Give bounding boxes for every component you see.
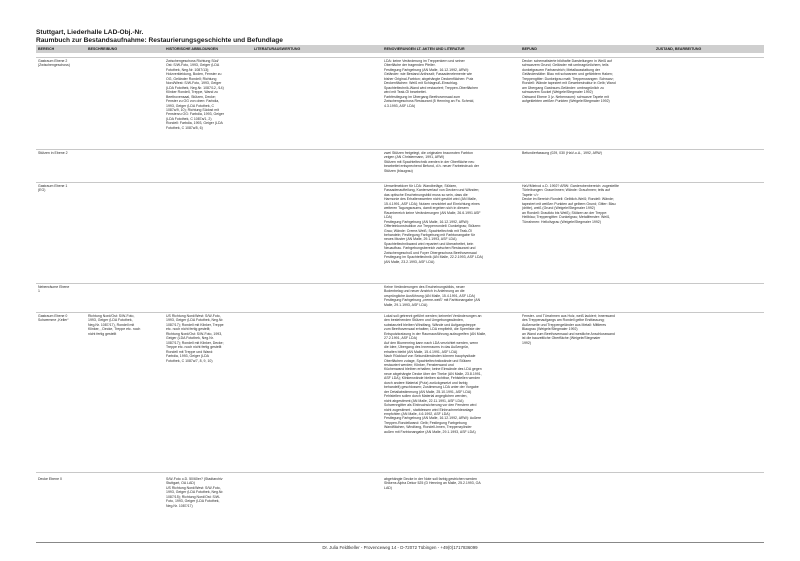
document-title-block	[36, 29, 764, 45]
header-befund: BEFUND	[522, 47, 537, 51]
cell-bereich: Stützen in Ebene 2	[38, 151, 68, 155]
cell-renovierungen: Umweltmeldcer für LDA: Wandbeläge, Stützen, Fassadenaufteilung, Kantenverlauf von Decken und Wänden; das optische Erscheinungsbild muss so sein, dass die Harmonie des Erhaltenswerten nicht gestört wird (AN Malle, 15.4.1991, ASF LDA); Nutzen verzichtet auf Einrichtung eines weiteren Tagungsraums, damit ergeben sich in diesem Raumbereich keine Veränderungen (AN Malle, 26.6.1991 ASF LDA) Festlegung Farbgebung (AN Malle, 16.12.1992, ARW): Offerteinkonstruktion zur Treppenrondell: Dunkelgrau; Stützen: Grau; Wände: Creme-Weiß; Spachteltechnik mit Teak-Öl behandeln; Festlegung Farbgebung mit Farbtonangabe für neues Muster (AN Malle, 29.1.1993, ASF LDA) Spachteltechnikwand wird repariert und überarbeitet, kein Neuaufbau. Farbgebungsbereich zwischen Restaurant und Zwischengeschoß und Foyer Obergeschoss Beethovensaal Festlegung im Spachteltechnik (AN Malle, 22.2.1993, ASF LDA) (AN Malle, 23.2.1993, ASF LDA)	[384, 184, 484, 264]
footer-rule	[36, 542, 764, 543]
cell-historische: S/W-Foto o.D. 50/60er? (Stadtarchiv Stuttgart, OA LAD) US Richtung Nord/West: S/W-Foto, 1993, Geiger (LDA Fotothek, Neg.Nr. 1087/15); Richtung Nord/Ost: S/W- Foto, 1993, Geiger (LDA Fotothek, Neg.Nr. 1087/17)	[166, 477, 224, 508]
cell-beschreibung: Richtung Nord/Ost: S/W-Foto, 1993, Geiger (LDA Fotothek, Neg.Nr. 1087/17), Rondell mit Klinker, , Decke, Treppe etc. noch nicht fertig gestellt	[88, 314, 141, 336]
cell-renovierungen: abgehängte Decke in der Note soll farbig gestrichen werden Shikens Alpha Dekor 525 (D Henning an Malle, 25.2.1993, OA LAD)	[384, 477, 481, 490]
row-separator	[36, 472, 764, 473]
cell-historische: Zwischengeschoss Richtung Süd/ Ost: S/W-Foto, 1993, Geiger (LDA Fotothek, Neg.Nr. 1087/13); Holzverkleidung, Boden, Fenster zu OG, Geländer Rondell; Richtung Nord/West: S/W-Foto, 1993, Geiger (LDA Fotothek, Neg.Nr. 1087/12, /14) Klinker Rondell, Treppe, Wand zu Beethovensaal, Stützen, Decke; Fenster zu OG von oben: Farbdia, 1993, Geiger (LDA Fotothek, C 1087a/9, 10); Richtung Südost mit Fensterzu OG: Farbdia, 1993, Geiger (LDA Fotothek, C 1087a/1, 2) Rondell: Farbdia, 1993, Geiger (LDA Fotothek, C 1087a/5, 6)	[166, 59, 224, 130]
header-historische-abbildungen: HISTORISCHE ABBILDUNGEN	[166, 47, 218, 51]
cell-befund: Decke: schematisierte bildhafte Darstellungen in Weiß auf schwarzem Grund; Geländer mit umbragrünlichem, teils dunkelgrauem Farbanstrich; Metallausstattung der Geländerstäbe: Blau mit schwarzen und gefärbtem Haken; Treppengitter: Dunkelgrau matt; Treppenwangen: Schwarz; Rondell: Wände tapeziert mit Gewebestruktur in Gelb; Wand am Übergang Gastraum-Geländer: umbragrünlich zu schwarzem Sockel (Weigele/Stegmaier 1992) Ostwand Ebene 3 (z. Nebenraum): schwarze Tapete mit aufgeklebten weißen Punkten (Weigele/Stegmaier 1992)	[522, 59, 616, 104]
row-separator	[36, 312, 764, 313]
header-renovierungen: RENOVIERUNGEN LT. AKTEN UND LITERATUR	[384, 47, 465, 51]
cell-bereich: Gastraum Ebene 0 Schwemme „Keller“	[38, 314, 69, 323]
cell-historische: US Richtung Nord/West: S/W-Foto, 1993, Geiger (LDA Fotothek, Neg.Nr. 1087/17); Rondell mit Klinker, Treppe etc. noch nicht fertig gestellt; Richtung Nord/Ost: S/W-Foto, 1993, Geiger (LDA Fotothek, Neg.Nr. 1087/17); Rondell mit Klinker, Decke; Treppe etc. noch nicht fertig gestellt Rondell mit Treppe und Wand: Farbdia, 1993, Geiger (LDA Fotothek, C 1087a/7, 8, 9, 10)	[166, 314, 224, 363]
row-separator	[36, 283, 764, 284]
cell-befund: Fenster- und Türrahmen aus Holz, weiß lackiert; Innenwand des Treppenaufgangs am Rondell gelbe Erstfassung; Außenseite und Treppengeländer aus Metall: Mittleres Blaugrau (Weigele/Stegmaier 1992) an Wand zum Beethovensaal und westliche Anschlusswand ist die bauzeitliche Oberfläche (Weigele/Stegmaier 1992)	[522, 314, 615, 345]
row-separator	[36, 57, 764, 58]
cell-befund: HaV/Mieirod o.D. 1992? ARW: Garderobenbereich: zugestellte Türleibungen: Graue/innen; Wände: Grau/innen; teils auf Tapete </> Decke im Bereich Rondell: Gelblich-Weiß; Rondell: Wände; tapeziert mit weißen Punkten auf gelbem Grund; Gitter: Blau (dritte), weiß (Grund (Weigele/Stegmaier 1992) an Rondell: Drautkto bis Weiß); Stützen an der Treppe: Heilblau; Treppengitter: Dunkelgrau; Metallfenster: Weiß, Türrahmen: Hellolivgrau (Weigele/Stegmaier 1992)	[522, 184, 619, 224]
cell-renovierungen: Lokal soll getrennt geführt werden; keinerlei Veränderungen an den bestehenden Stützen und Umgebungswänden, substanziell bleiben Windfang, Wände und Aufgangstreppe zum Beethovensaal erhalten; LDA empfiehlt, die Sperrliste der Entsputzkratzung in der Raumausführung aufzugreifen (AN Malle, 27.2.1991, ASF LDA) Auf den Blumenring kann nach LDA verzichtet werden, wenn die Idee, Übergang des Innenraums in das Außengrün, erhalten bleibt (AN Malle, 15.4.1991, ASF LDA) Nach Rücklauf von Sekundärwänden können bauphysikale Oberflächen zutage, Spachteltechnikwände und Stützen restauriert werden; Klinker, Fensterwand und Küchenwand bleiben erhalten; keine Einwände des LDA gegen neue abgehängte Decke über der Theke (AN Malle, 23.8.1991, ASF LDA); Klinkenwände bleiben sichtbar, Fehlstellen werden durch andere Material (Putz) zurückgesetzt und farbig behandelt) geschlossen; Zustimmung LDA unter der Vorgabe der Detailabstimmung (AN Malle, 25.10.1991, ASF LDA) Fehlstellen sollen durch Material angeglichen werden, nicht abgestimmt (AN Malle, 22.11.1991, ASF LDA) Schwenngitter als Einbruchsicherung vor den Fenstern wird nicht zugestimmt , stattdessen wird Einbruchmeldeanlage empfohlen (AN Malle, 4.6.1992, ASF LDA) Festlegung Farbgebung (AN Malle, 16.12.1992, ARW): äußere Treppen-Rondellwand: Gelb; Festlegung Farbgebung Wandflächen, Windfang, Rondell-Innen, Treppenzylinder außen mit Farbtonangabe (AN Malle, 29.1.1993, ASF LDA)	[384, 314, 487, 434]
cell-bereich: Nebenräume Ebene 1	[38, 285, 70, 294]
row-separator	[36, 182, 764, 183]
page-footer: Dr. Julia Feldtkeller - Provenceweg 14 - D-72072 Tübingen - +49(0)1717836099	[322, 545, 478, 550]
row-separator	[36, 149, 764, 150]
table-header	[36, 45, 764, 53]
cell-bereich: Gastraum Ebene 1 (EG)	[38, 184, 68, 193]
cell-renovierungen: zwei Stützen freigelegt, die originalen braunroten Farbton zeigen (AN Christermann, 1991, ARW) Stützen mit Spachteltechnik werden in der Oberfläche neu bearbeitet entsprechend Befund, d.h. neuer Farbeindruck der Stützen (blaugrau)	[384, 151, 479, 173]
cell-bereich: Decke Ebene 0	[38, 477, 62, 481]
header-bereich: BEREICH	[38, 47, 55, 51]
cell-befund: Befundierfassung (029, 030 (HaV-o.A., 1992, ARW)	[522, 151, 602, 155]
header-beschreibung: BESCHREIBUNG	[88, 47, 118, 51]
cell-bereich: Gastraum Ebene 2 (Zwischengeschoss)	[38, 59, 70, 68]
header-zustand: ZUSTAND, BEARBEITUNG	[656, 47, 702, 51]
document-title: Stuttgart, Liederhalle LAD-Obj.-Nr.	[36, 29, 144, 36]
header-literaturauswertung: LITERATURAUSWERTUNG	[254, 47, 301, 51]
document-subtitle: Raumbuch zur Bestandsaufnahme: Restaurierungsgeschichte und Befundlage	[36, 37, 283, 44]
cell-renovierungen: LDA: keine Veränderung im Treppenkern und seiner Oberfläche der tragenden Pfeiler. Festlegung Farbgebung (AN Malle, 16.12.1992, ARW): Geländer: wie Bestand Anthrazit; Fassadenelemente wie bisher Original-Farbton; abgehängte Deckenflächen: Putz Deckenflächen: Weiß mit Schlagnuß-Einschlag. Spachteltechnik-Wand wird restauriert; Treppen-Oberflächen wird mit Teak-Öl bearbeitet. Farbfestlegung im Übergang Beethovensaal zum Zwischengeschoss Restaurant (5 Henning an Fa. Schmid, 4.3.1993, ASF LDA)	[384, 59, 479, 108]
cell-renovierungen: Keine Veränderungen des Erscheinungsbilds, neuer Bodenbelag und neuer Anstrich in Anlehnung an die ursprüngliche Ausführung (AN Malle, 15.4.1991, ASF LDA) Festlegung Farbgebung „creme-weiß“ mit Farbtonangabe (AN Malle, 29.1.1993, ASF LDA)	[384, 285, 481, 307]
